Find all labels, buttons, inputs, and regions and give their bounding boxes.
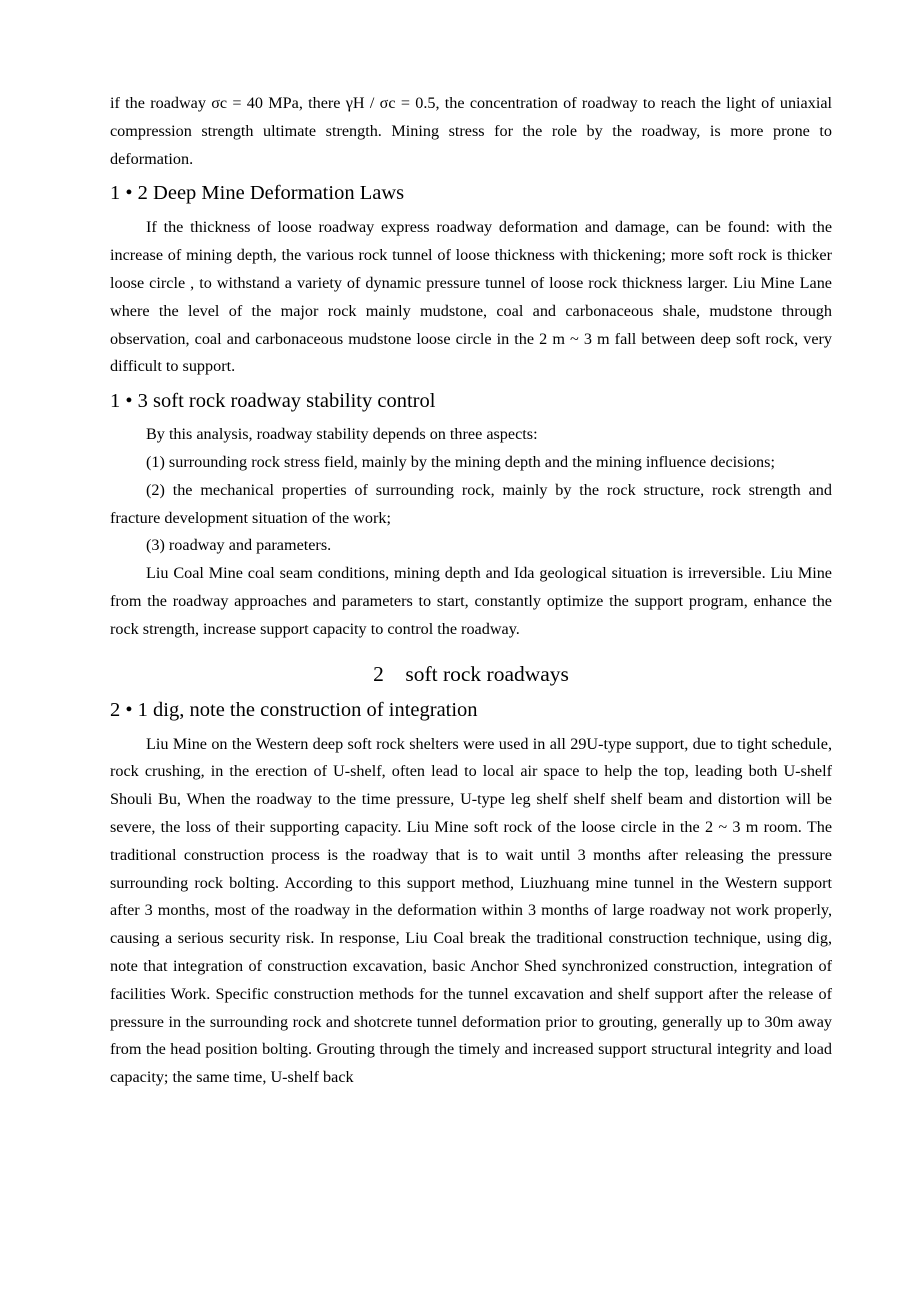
section-1-3-paragraph-conclusion: Liu Coal Mine coal seam conditions, mining depth and Ida geological situation is irreversible. Liu Mine from the roadway approaches and parameters to start, constantly optimize the support program, enhance the rock strength, increase support capacity to control the roadway.	[110, 564, 832, 638]
section-1-3-item-2: (2) the mechanical properties of surrounding rock, mainly by the rock structure, rock strength and fracture development situation of the work;	[110, 480, 832, 527]
heading-section-2: 2 soft rock roadways	[373, 661, 569, 686]
section-1-3-item-3: (3) roadway and parameters.	[146, 536, 332, 555]
document-page	[110, 90, 832, 1092]
intro-paragraph: if the roadway σc = 40 MPa, there γH / σc = 0.5, the concentration of roadway to reach the light of uniaxial compression strength ultimate strength. Mining stress for the role by the roadway, is more prone to deformation.	[110, 94, 832, 168]
section-1-2-paragraph: If the thickness of loose roadway express roadway deformation and damage, can be found: with the increase of mining depth, the various rock tunnel of loose thickness with thickening; more soft rock is thicker loose circle , to withstand a variety of dynamic pressure tunnel of loose rock thickness larger. Liu Mine Lane where the level of the major rock mainly mudstone, coal and carbonaceous shale, mudstone through observation, coal and carbonaceous mudstone loose circle in the 2 m ~ 3 m fall between deep soft rock, very difficult to support.	[110, 218, 832, 376]
heading-1-3: 1 • 3 soft rock roadway stability control	[110, 390, 436, 413]
heading-2-1: 2 • 1 dig, note the construction of integration	[110, 698, 478, 721]
section-2-1-paragraph: Liu Mine on the Western deep soft rock shelters were used in all 29U-type support, due to tight schedule, rock crushing, in the erection of U-shelf, often lead to local air space to help the top, leading both U-shelf Shouli Bu, When the roadway to the time pressure, U-type leg shelf shelf shelf beam and distortion will be severe, the loss of their supporting capacity. Liu Mine soft rock of the loose circle in the 2 ~ 3 m room. The traditional construction process is the roadway that is to wait until 3 months after releasing the pressure surrounding rock bolting. According to this support method, Liuzhuang mine tunnel in the Western support after 3 months, most of the roadway in the deformation within 3 months of large roadway not work properly, causing a serious security risk. In response, Liu Coal break the traditional construction technique, using dig, note that integration of construction excavation, basic Anchor Shed synchronized construction, integration of facilities Work. Specific construction methods for the tunnel excavation and shelf support after the release of pressure in the surrounding rock and shotcrete tunnel deformation prior to grouting, generally up to 30m away from the head position bolting. Grouting through the timely and increased support structural integrity and load capacity; the same time, U-shelf back	[110, 734, 832, 1087]
section-1-3-item-1: (1) surrounding rock stress field, mainly by the mining depth and the mining influence decisions;	[146, 452, 775, 471]
section-1-3-paragraph-intro: By this analysis, roadway stability depends on three aspects:	[146, 425, 538, 444]
heading-1-2: 1 • 2 Deep Mine Deformation Laws	[110, 182, 405, 205]
